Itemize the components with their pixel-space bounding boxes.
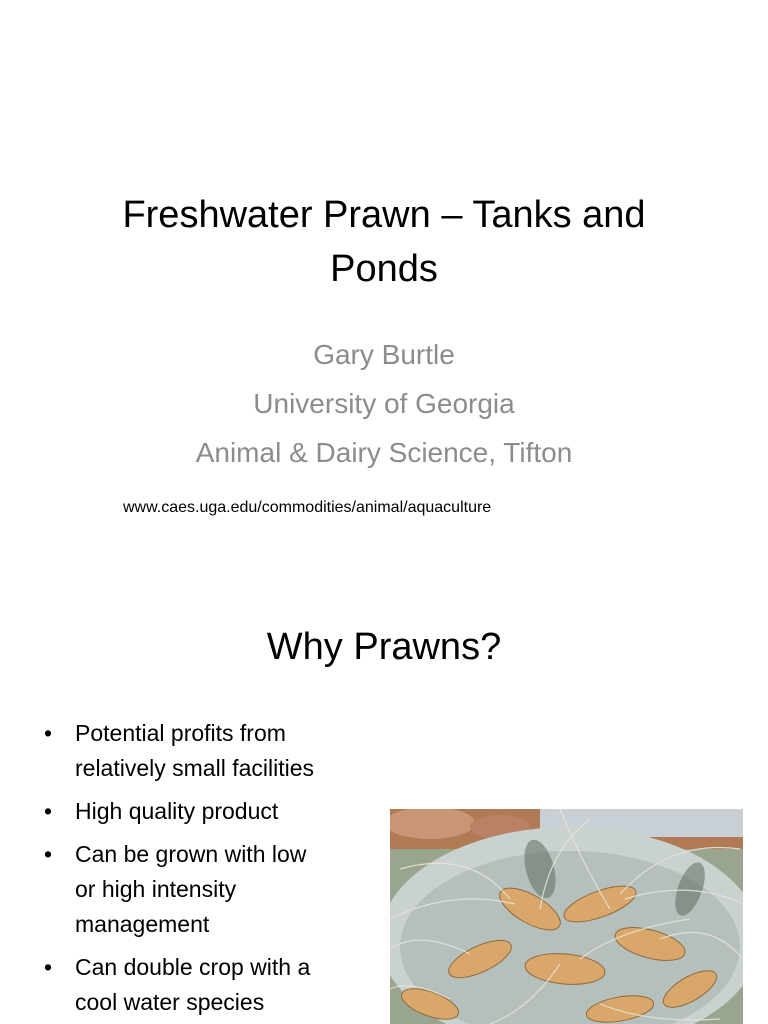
- bullet-item: [44, 794, 374, 829]
- bullet-text-line: Can be grown with low: [75, 841, 307, 867]
- bullet-text-line: Potential profits from: [75, 720, 286, 746]
- author-name: Gary Burtle: [313, 339, 455, 370]
- bullet-icon: •: [44, 798, 53, 824]
- title-line-1: Freshwater Prawn – Tanks and: [122, 194, 646, 236]
- bullet-icon: •: [44, 841, 53, 867]
- prawns-photo: [390, 809, 743, 1024]
- bullet-item: [44, 716, 374, 786]
- bullet-icon: •: [44, 954, 53, 980]
- why-prawns-slide: [0, 576, 768, 1024]
- slide-title: [40, 188, 728, 296]
- bullet-text-line: management: [75, 911, 210, 937]
- bullet-list: [44, 716, 374, 1024]
- prawns-photo-icon: [390, 809, 743, 1024]
- slide-title: Why Prawns?: [266, 626, 502, 668]
- bullet-item: [44, 837, 374, 942]
- bullet-text-line: Can double crop with a: [75, 954, 311, 980]
- bullet-item: [44, 950, 374, 1020]
- department: Animal & Dairy Science, Tifton: [195, 437, 573, 468]
- slide-subtitle: [40, 330, 728, 477]
- title-line-2: Ponds: [330, 248, 438, 290]
- bullet-text-line: High quality product: [75, 798, 279, 824]
- website-url[interactable]: www.caes.uga.edu/commodities/animal/aquaculture: [123, 499, 492, 516]
- institution: University of Georgia: [253, 388, 515, 419]
- bullet-text-line: or high intensity: [75, 876, 237, 902]
- bullet-text-line: relatively small facilities: [75, 755, 315, 781]
- bullet-icon: •: [44, 720, 53, 746]
- bullet-text-line: cool water species: [75, 989, 265, 1015]
